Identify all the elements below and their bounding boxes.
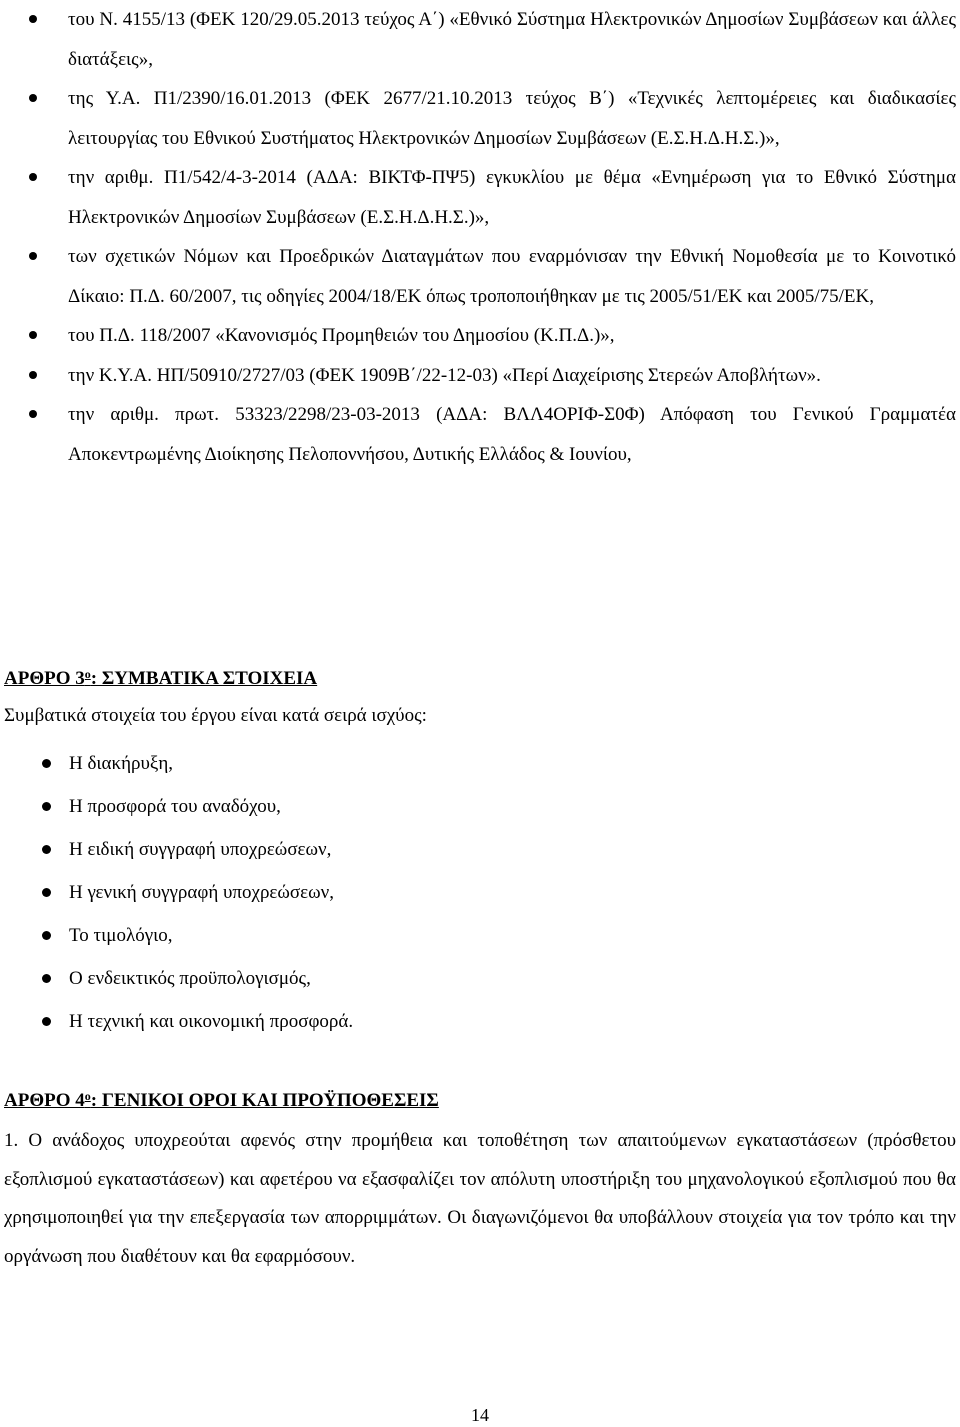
heading-title: : ΓΕΝΙΚΟΙ ΟΡΟΙ ΚΑΙ ΠΡΟΫΠΟΘΕΣΕΙΣ xyxy=(90,1090,439,1111)
page-number: 14 xyxy=(471,1405,489,1425)
list-item: του Π.Δ. 118/2007 «Κανονισμός Προμηθειών του Δημοσίου (Κ.Π.Δ.)», xyxy=(0,316,960,356)
list-item: Η προσφορά του αναδόχου, xyxy=(0,785,960,828)
list-item: Η τεχνική και οικονομική προσφορά. xyxy=(0,1000,960,1043)
list-item: των σχετικών Νόμων και Προεδρικών Διαταγμάτων που εναρμόνισαν την Εθνική Νομοθεσία με το Κοινοτικό Δίκαιο: Π.Δ. 60/2007, τις οδηγίες 2004/18/ΕΚ όπως τροποποιήθηκαν με τις 2005/51/ΕΚ και 2005/75/ΕΚ, xyxy=(0,237,960,316)
list-item: Ο ενδεικτικός προϋπολογισμός, xyxy=(0,957,960,1000)
list-item: Η διακήρυξη, xyxy=(0,742,960,785)
list-item: Η ειδική συγγραφή υποχρεώσεων, xyxy=(0,828,960,871)
heading-prefix: ΑΡΘΡΟ 3 xyxy=(4,668,85,689)
heading-title: : ΣΥΜΒΑΤΙΚΑ ΣΤΟΙΧΕΙΑ xyxy=(90,668,318,689)
article-4-heading xyxy=(4,1084,439,1113)
list-item: της Υ.Α. Π1/2390/16.01.2013 (ΦΕΚ 2677/21.10.2013 τεύχος Β΄) «Τεχνικές λεπτομέρειες και διαδικασίες λειτουργίας του Εθνικού Συστήματος Ηλεκτρονικών Δημοσίων Συμβάσεων (Ε.Σ.Η.Δ.Η.Σ.)», xyxy=(0,79,960,158)
heading-ordinal: ο xyxy=(84,667,91,681)
heading-prefix: ΑΡΘΡΟ 4 xyxy=(4,1090,85,1111)
list-item: την Κ.Υ.Α. ΗΠ/50910/2727/03 (ΦΕΚ 1909Β΄/22-12-03) «Περί Διαχείρισης Στερεών Αποβλήτων». xyxy=(0,356,960,396)
list-item: του Ν. 4155/13 (ΦΕΚ 120/29.05.2013 τεύχος Α΄) «Εθνικό Σύστημα Ηλεκτρονικών Δημοσίων Συμβάσεων και άλλες διατάξεις», xyxy=(0,0,960,79)
article-4-paragraph: 1. Ο ανάδοχος υποχρεούται αφενός στην προμήθεια και τοποθέτηση των απαιτούμενων εγκαταστάσεων (πρόσθετου εξοπλισμού εγκαταστάσεων) και αφετέρου να εξασφαλίζει τον απόλυτη υποστήριξη του μηχανολογικού εξοπλισμού που θα χρησιμοποιηθεί για την επεξεργασία των απορριμμάτων. Οι διαγωνιζόμενοι θα υποβάλλουν στοιχεία για τον τρόπο και την οργάνωση που διαθέτουν και θα εφαρμόσουν. xyxy=(4,1130,956,1267)
heading-ordinal: ο xyxy=(84,1089,91,1103)
article-3-heading xyxy=(4,662,317,691)
list-item: Η γενική συγγραφή υποχρεώσεων, xyxy=(0,871,960,914)
article-3-intro: Συμβατικά στοιχεία του έργου είναι κατά σειρά ισχύος: xyxy=(4,705,427,726)
contract-documents-list xyxy=(0,742,960,1043)
list-item: Το τιμολόγιο, xyxy=(0,914,960,957)
list-item: την αριθμ. Π1/542/4-3-2014 (ΑΔΑ: ΒΙΚΤΦ-ΠΨ5) εγκυκλίου με θέμα «Ενημέρωση για το Εθνικό Σύστημα Ηλεκτρονικών Δημοσίων Συμβάσεων (Ε.Σ.Η.Δ.Η.Σ.)», xyxy=(0,158,960,237)
references-list xyxy=(0,0,960,474)
list-item: την αριθμ. πρωτ. 53323/2298/23-03-2013 (ΑΔΑ: ΒΛΛ4ΟΡΙΦ-Σ0Φ) Απόφαση του Γενικού Γραμματέα Αποκεντρωμένης Διοίκησης Πελοποννήσου, Δυτικής Ελλάδος & Ιουνίου, xyxy=(0,395,960,474)
